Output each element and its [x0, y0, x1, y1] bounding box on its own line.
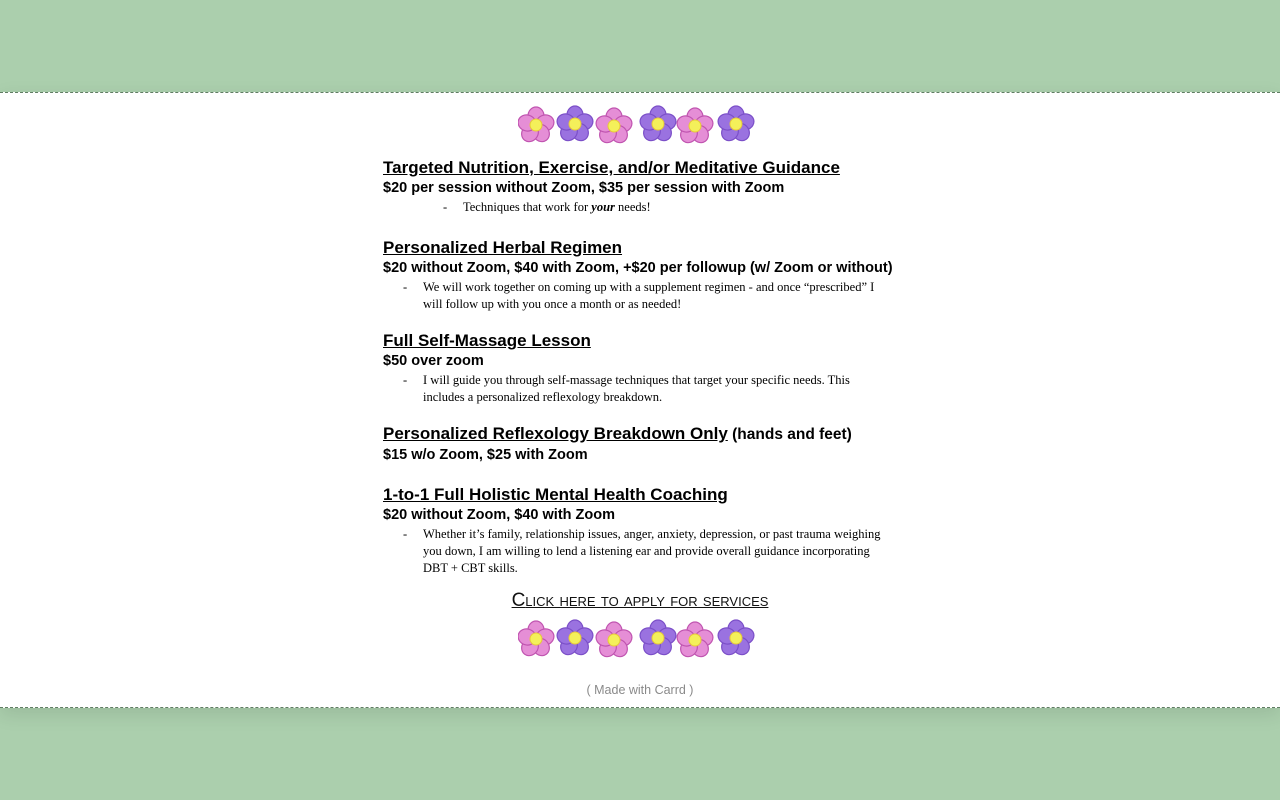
bullet-text: Techniques that work for [463, 200, 592, 214]
service-price: $20 per session without Zoom, $35 per session with Zoom [383, 180, 785, 196]
flower-divider-top [518, 105, 760, 147]
service-title: 1-to-1 Full Holistic Mental Health Coaching [383, 485, 728, 504]
service-price: $50 over zoom [383, 353, 484, 369]
service-price: $15 w/o Zoom, $25 with Zoom [383, 447, 588, 463]
flower-icon [555, 620, 595, 658]
flower-icon [675, 108, 715, 146]
flower-icon [716, 620, 756, 658]
service-title-row [383, 423, 893, 445]
service-mental-health [383, 484, 893, 577]
apply-for-services-link[interactable] [0, 590, 1280, 612]
bullet-text: Whether it’s family, relationship issues, anger, anxiety, depression, or past trauma weighing you down, I am willing to lend a listening ear and provide overall guidance incorporating DBT + CBT skills. [423, 527, 881, 575]
bullet-dash: - [443, 200, 448, 214]
flower-icon [594, 108, 634, 146]
flower-icon [638, 620, 678, 658]
bullet-text: needs! [614, 200, 651, 214]
flower-icon [518, 621, 556, 659]
flower-divider-bottom [518, 619, 760, 661]
service-herbal [383, 237, 893, 313]
flower-icon [555, 106, 595, 144]
made-with-carrd-link[interactable]: ( Made with Carrd ) [586, 683, 694, 697]
flower-icon [518, 107, 556, 145]
bullet-dash: - [403, 280, 408, 294]
service-nutrition [383, 157, 893, 216]
service-description [383, 526, 893, 577]
flower-icon [638, 106, 678, 144]
bullet-dash: - [403, 373, 408, 387]
bullet-dash: - [403, 527, 408, 541]
service-self-massage [383, 330, 893, 406]
service-title: Full Self-Massage Lesson [383, 331, 591, 350]
bullet-text: I will guide you through self-massage techniques that target your specific needs. This includes a personalized reflexology breakdown. [423, 373, 850, 404]
service-description [383, 372, 893, 406]
service-title-extra: (hands and feet) [727, 426, 852, 443]
service-title: Targeted Nutrition, Exercise, and/or Meditative Guidance [383, 158, 840, 177]
service-reflexology [383, 423, 893, 465]
bullet-emphasis: your [591, 200, 615, 214]
service-price: $20 without Zoom, $40 with Zoom, +$20 per followup (w/ Zoom or without) [383, 260, 893, 276]
apply-link-text[interactable]: lick here to apply for services [525, 590, 769, 611]
service-description [383, 199, 893, 216]
bullet-text: We will work together on coming up with a supplement regimen - and once “prescribed” I will follow up with you once a month or as needed! [423, 280, 875, 311]
apply-link-initial[interactable]: C [511, 590, 526, 611]
flower-icon [675, 622, 715, 660]
flower-icon [594, 622, 634, 660]
service-price: $20 without Zoom, $40 with Zoom [383, 507, 616, 523]
flower-icon [716, 106, 756, 144]
service-description [383, 279, 893, 313]
content-card [0, 92, 1280, 708]
service-title: Personalized Reflexology Breakdown Only [383, 424, 728, 443]
service-title: Personalized Herbal Regimen [383, 238, 623, 257]
services-list [383, 157, 893, 577]
